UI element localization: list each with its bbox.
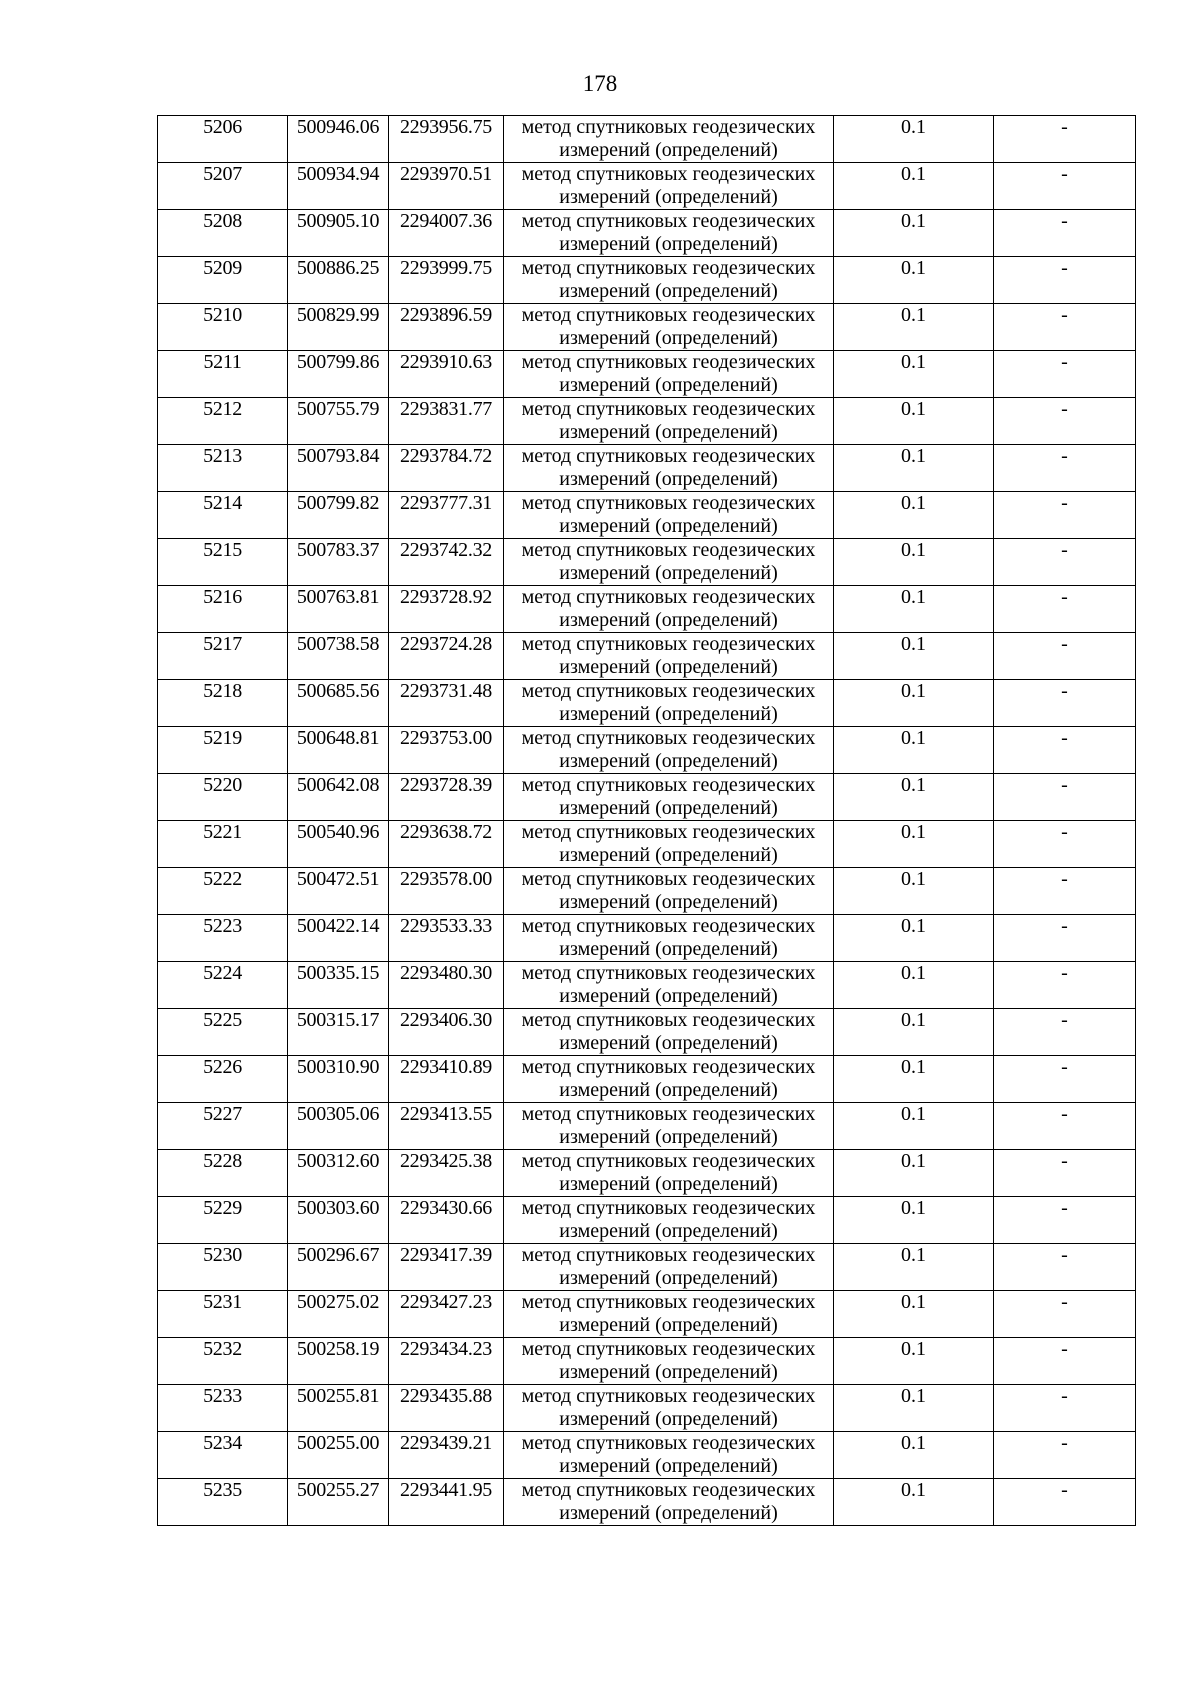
accuracy-cell: 0.1 — [834, 633, 994, 680]
table-row — [158, 868, 1136, 915]
method-cell — [504, 633, 834, 680]
x-coordinate-cell: 500312.60 — [288, 1150, 389, 1197]
table-row — [158, 492, 1136, 539]
method-line-2: измерений (определений) — [559, 562, 778, 584]
method-line-2: измерений (определений) — [559, 1173, 778, 1195]
accuracy-cell: 0.1 — [834, 398, 994, 445]
point-number-cell: 5232 — [158, 1338, 288, 1385]
table-row — [158, 257, 1136, 304]
method-line-2: измерений (определений) — [559, 1220, 778, 1242]
method-line-2: измерений (определений) — [559, 468, 778, 490]
point-number-cell: 5235 — [158, 1479, 288, 1526]
table-row — [158, 1432, 1136, 1479]
method-line-2: измерений (определений) — [559, 703, 778, 725]
y-coordinate-cell: 2293777.31 — [389, 492, 504, 539]
description-cell: - — [994, 1432, 1136, 1479]
method-line-2: измерений (определений) — [559, 1314, 778, 1336]
y-coordinate-cell: 2293753.00 — [389, 727, 504, 774]
method-cell — [504, 1150, 834, 1197]
point-number-cell: 5228 — [158, 1150, 288, 1197]
method-line-1: метод спутниковых геодезических — [521, 868, 816, 890]
description-cell: - — [994, 1385, 1136, 1432]
description-cell: - — [994, 1291, 1136, 1338]
point-number-cell: 5222 — [158, 868, 288, 915]
table-row — [158, 445, 1136, 492]
method-cell — [504, 1009, 834, 1056]
description-cell: - — [994, 680, 1136, 727]
method-line-1: метод спутниковых геодезических — [521, 1291, 816, 1313]
table-row — [158, 680, 1136, 727]
accuracy-cell: 0.1 — [834, 1103, 994, 1150]
description-cell: - — [994, 351, 1136, 398]
y-coordinate-cell: 2293441.95 — [389, 1479, 504, 1526]
table-row — [158, 1338, 1136, 1385]
y-coordinate-cell: 2293724.28 — [389, 633, 504, 680]
table-row — [158, 1056, 1136, 1103]
method-line-2: измерений (определений) — [559, 233, 778, 255]
method-line-2: измерений (определений) — [559, 1032, 778, 1054]
method-line-1: метод спутниковых геодезических — [521, 680, 816, 702]
method-line-2: измерений (определений) — [559, 750, 778, 772]
method-cell — [504, 398, 834, 445]
point-number-cell: 5206 — [158, 116, 288, 163]
x-coordinate-cell: 500799.86 — [288, 351, 389, 398]
accuracy-cell: 0.1 — [834, 1291, 994, 1338]
description-cell: - — [994, 398, 1136, 445]
accuracy-cell: 0.1 — [834, 210, 994, 257]
method-cell — [504, 915, 834, 962]
method-line-1: метод спутниковых геодезических — [521, 163, 816, 185]
accuracy-cell: 0.1 — [834, 257, 994, 304]
method-cell — [504, 539, 834, 586]
y-coordinate-cell: 2293728.39 — [389, 774, 504, 821]
y-coordinate-cell: 2293742.32 — [389, 539, 504, 586]
method-line-1: метод спутниковых геодезических — [521, 398, 816, 420]
point-number-cell: 5219 — [158, 727, 288, 774]
method-cell — [504, 492, 834, 539]
coordinates-table — [157, 115, 1136, 1526]
y-coordinate-cell: 2293731.48 — [389, 680, 504, 727]
y-coordinate-cell: 2293578.00 — [389, 868, 504, 915]
method-line-2: измерений (определений) — [559, 374, 778, 396]
method-line-1: метод спутниковых геодезических — [521, 304, 816, 326]
y-coordinate-cell: 2293728.92 — [389, 586, 504, 633]
description-cell: - — [994, 586, 1136, 633]
table-row — [158, 539, 1136, 586]
method-line-1: метод спутниковых геодезических — [521, 1338, 816, 1360]
accuracy-cell: 0.1 — [834, 1244, 994, 1291]
table-row — [158, 774, 1136, 821]
method-line-1: метод спутниковых геодезических — [521, 257, 816, 279]
accuracy-cell: 0.1 — [834, 1479, 994, 1526]
method-line-2: измерений (определений) — [559, 327, 778, 349]
y-coordinate-cell: 2293413.55 — [389, 1103, 504, 1150]
method-line-2: измерений (определений) — [559, 938, 778, 960]
accuracy-cell: 0.1 — [834, 1009, 994, 1056]
accuracy-cell: 0.1 — [834, 445, 994, 492]
method-cell — [504, 1479, 834, 1526]
method-line-2: измерений (определений) — [559, 656, 778, 678]
accuracy-cell: 0.1 — [834, 539, 994, 586]
y-coordinate-cell: 2293427.23 — [389, 1291, 504, 1338]
table-row — [158, 633, 1136, 680]
table-row — [158, 351, 1136, 398]
method-line-1: метод спутниковых геодезических — [521, 539, 816, 561]
method-cell — [504, 868, 834, 915]
method-line-1: метод спутниковых геодезических — [521, 962, 816, 984]
method-cell — [504, 821, 834, 868]
x-coordinate-cell: 500763.81 — [288, 586, 389, 633]
method-line-1: метод спутниковых геодезических — [521, 1385, 816, 1407]
point-number-cell: 5223 — [158, 915, 288, 962]
x-coordinate-cell: 500303.60 — [288, 1197, 389, 1244]
method-cell — [504, 257, 834, 304]
point-number-cell: 5217 — [158, 633, 288, 680]
y-coordinate-cell: 2293480.30 — [389, 962, 504, 1009]
method-cell — [504, 1056, 834, 1103]
method-line-2: измерений (определений) — [559, 421, 778, 443]
method-line-1: метод спутниковых геодезических — [521, 774, 816, 796]
x-coordinate-cell: 500335.15 — [288, 962, 389, 1009]
description-cell: - — [994, 163, 1136, 210]
y-coordinate-cell: 2293406.30 — [389, 1009, 504, 1056]
method-line-2: измерений (определений) — [559, 280, 778, 302]
x-coordinate-cell: 500540.96 — [288, 821, 389, 868]
method-line-1: метод спутниковых геодезических — [521, 1432, 816, 1454]
point-number-cell: 5218 — [158, 680, 288, 727]
table-row — [158, 1385, 1136, 1432]
x-coordinate-cell: 500934.94 — [288, 163, 389, 210]
description-cell: - — [994, 257, 1136, 304]
x-coordinate-cell: 500905.10 — [288, 210, 389, 257]
y-coordinate-cell: 2293910.63 — [389, 351, 504, 398]
point-number-cell: 5226 — [158, 1056, 288, 1103]
accuracy-cell: 0.1 — [834, 1385, 994, 1432]
table-row — [158, 163, 1136, 210]
table-row — [158, 915, 1136, 962]
point-number-cell: 5230 — [158, 1244, 288, 1291]
point-number-cell: 5224 — [158, 962, 288, 1009]
y-coordinate-cell: 2293956.75 — [389, 116, 504, 163]
method-cell — [504, 1244, 834, 1291]
point-number-cell: 5211 — [158, 351, 288, 398]
method-cell — [504, 1338, 834, 1385]
description-cell: - — [994, 210, 1136, 257]
method-line-2: измерений (определений) — [559, 1267, 778, 1289]
x-coordinate-cell: 500315.17 — [288, 1009, 389, 1056]
table-row — [158, 821, 1136, 868]
method-line-1: метод спутниковых геодезических — [521, 727, 816, 749]
method-cell — [504, 1291, 834, 1338]
method-line-1: метод спутниковых геодезических — [521, 1197, 816, 1219]
method-cell — [504, 210, 834, 257]
method-line-1: метод спутниковых геодезических — [521, 1150, 816, 1172]
point-number-cell: 5231 — [158, 1291, 288, 1338]
description-cell: - — [994, 1197, 1136, 1244]
x-coordinate-cell: 500472.51 — [288, 868, 389, 915]
x-coordinate-cell: 500799.82 — [288, 492, 389, 539]
point-number-cell: 5233 — [158, 1385, 288, 1432]
description-cell: - — [994, 1479, 1136, 1526]
method-line-1: метод спутниковых геодезических — [521, 1479, 816, 1501]
description-cell: - — [994, 1244, 1136, 1291]
y-coordinate-cell: 2293638.72 — [389, 821, 504, 868]
method-cell — [504, 680, 834, 727]
accuracy-cell: 0.1 — [834, 1056, 994, 1103]
method-cell — [504, 351, 834, 398]
description-cell: - — [994, 1009, 1136, 1056]
method-line-2: измерений (определений) — [559, 985, 778, 1007]
table-row — [158, 1244, 1136, 1291]
method-line-2: измерений (определений) — [559, 1455, 778, 1477]
description-cell: - — [994, 962, 1136, 1009]
table-row — [158, 1009, 1136, 1056]
point-number-cell: 5227 — [158, 1103, 288, 1150]
description-cell: - — [994, 1338, 1136, 1385]
table-row — [158, 1197, 1136, 1244]
accuracy-cell: 0.1 — [834, 163, 994, 210]
method-line-1: метод спутниковых геодезических — [521, 1103, 816, 1125]
method-line-2: измерений (определений) — [559, 139, 778, 161]
method-line-2: измерений (определений) — [559, 1126, 778, 1148]
point-number-cell: 5208 — [158, 210, 288, 257]
y-coordinate-cell: 2294007.36 — [389, 210, 504, 257]
table-row — [158, 727, 1136, 774]
accuracy-cell: 0.1 — [834, 962, 994, 1009]
accuracy-cell: 0.1 — [834, 821, 994, 868]
point-number-cell: 5213 — [158, 445, 288, 492]
x-coordinate-cell: 500255.27 — [288, 1479, 389, 1526]
point-number-cell: 5214 — [158, 492, 288, 539]
x-coordinate-cell: 500275.02 — [288, 1291, 389, 1338]
table-row — [158, 210, 1136, 257]
method-cell — [504, 1197, 834, 1244]
method-cell — [504, 727, 834, 774]
description-cell: - — [994, 633, 1136, 680]
point-number-cell: 5220 — [158, 774, 288, 821]
method-cell — [504, 1385, 834, 1432]
table-row — [158, 304, 1136, 351]
point-number-cell: 5215 — [158, 539, 288, 586]
y-coordinate-cell: 2293999.75 — [389, 257, 504, 304]
method-line-1: метод спутниковых геодезических — [521, 1244, 816, 1266]
table-row — [158, 1291, 1136, 1338]
method-line-1: метод спутниковых геодезических — [521, 586, 816, 608]
accuracy-cell: 0.1 — [834, 915, 994, 962]
method-cell — [504, 1103, 834, 1150]
y-coordinate-cell: 2293430.66 — [389, 1197, 504, 1244]
method-line-1: метод спутниковых геодезических — [521, 351, 816, 373]
x-coordinate-cell: 500642.08 — [288, 774, 389, 821]
method-cell — [504, 304, 834, 351]
point-number-cell: 5212 — [158, 398, 288, 445]
accuracy-cell: 0.1 — [834, 586, 994, 633]
accuracy-cell: 0.1 — [834, 304, 994, 351]
point-number-cell: 5207 — [158, 163, 288, 210]
table-row — [158, 1479, 1136, 1526]
coordinates-table-body — [158, 116, 1136, 1526]
method-line-1: метод спутниковых геодезических — [521, 633, 816, 655]
y-coordinate-cell: 2293425.38 — [389, 1150, 504, 1197]
method-cell — [504, 445, 834, 492]
method-line-1: метод спутниковых геодезических — [521, 445, 816, 467]
method-line-1: метод спутниковых геодезических — [521, 821, 816, 843]
accuracy-cell: 0.1 — [834, 1432, 994, 1479]
table-row — [158, 398, 1136, 445]
x-coordinate-cell: 500886.25 — [288, 257, 389, 304]
description-cell: - — [994, 821, 1136, 868]
description-cell: - — [994, 1150, 1136, 1197]
description-cell: - — [994, 492, 1136, 539]
table-row — [158, 586, 1136, 633]
x-coordinate-cell: 500738.58 — [288, 633, 389, 680]
method-cell — [504, 116, 834, 163]
method-cell — [504, 774, 834, 821]
method-line-2: измерений (определений) — [559, 1079, 778, 1101]
y-coordinate-cell: 2293533.33 — [389, 915, 504, 962]
x-coordinate-cell: 500310.90 — [288, 1056, 389, 1103]
x-coordinate-cell: 500422.14 — [288, 915, 389, 962]
x-coordinate-cell: 500946.06 — [288, 116, 389, 163]
accuracy-cell: 0.1 — [834, 351, 994, 398]
description-cell: - — [994, 304, 1136, 351]
method-line-2: измерений (определений) — [559, 515, 778, 537]
description-cell: - — [994, 1056, 1136, 1103]
x-coordinate-cell: 500783.37 — [288, 539, 389, 586]
method-line-1: метод спутниковых геодезических — [521, 492, 816, 514]
method-line-1: метод спутниковых геодезических — [521, 210, 816, 232]
method-cell — [504, 1432, 834, 1479]
y-coordinate-cell: 2293831.77 — [389, 398, 504, 445]
description-cell: - — [994, 539, 1136, 586]
accuracy-cell: 0.1 — [834, 680, 994, 727]
x-coordinate-cell: 500685.56 — [288, 680, 389, 727]
method-cell — [504, 586, 834, 633]
method-line-2: измерений (определений) — [559, 1502, 778, 1524]
y-coordinate-cell: 2293784.72 — [389, 445, 504, 492]
x-coordinate-cell: 500305.06 — [288, 1103, 389, 1150]
description-cell: - — [994, 1103, 1136, 1150]
y-coordinate-cell: 2293970.51 — [389, 163, 504, 210]
x-coordinate-cell: 500258.19 — [288, 1338, 389, 1385]
accuracy-cell: 0.1 — [834, 774, 994, 821]
point-number-cell: 5234 — [158, 1432, 288, 1479]
y-coordinate-cell: 2293435.88 — [389, 1385, 504, 1432]
point-number-cell: 5229 — [158, 1197, 288, 1244]
x-coordinate-cell: 500793.84 — [288, 445, 389, 492]
description-cell: - — [994, 445, 1136, 492]
accuracy-cell: 0.1 — [834, 1338, 994, 1385]
y-coordinate-cell: 2293896.59 — [389, 304, 504, 351]
table-row — [158, 1103, 1136, 1150]
method-line-1: метод спутниковых геодезических — [521, 915, 816, 937]
point-number-cell: 5216 — [158, 586, 288, 633]
method-line-1: метод спутниковых геодезических — [521, 1009, 816, 1031]
description-cell: - — [994, 915, 1136, 962]
method-line-2: измерений (определений) — [559, 891, 778, 913]
point-number-cell: 5210 — [158, 304, 288, 351]
method-line-1: метод спутниковых геодезических — [521, 1056, 816, 1078]
x-coordinate-cell: 500648.81 — [288, 727, 389, 774]
table-row — [158, 1150, 1136, 1197]
description-cell: - — [994, 116, 1136, 163]
description-cell: - — [994, 868, 1136, 915]
y-coordinate-cell: 2293439.21 — [389, 1432, 504, 1479]
point-number-cell: 5225 — [158, 1009, 288, 1056]
accuracy-cell: 0.1 — [834, 116, 994, 163]
method-cell — [504, 163, 834, 210]
accuracy-cell: 0.1 — [834, 868, 994, 915]
x-coordinate-cell: 500755.79 — [288, 398, 389, 445]
x-coordinate-cell: 500829.99 — [288, 304, 389, 351]
accuracy-cell: 0.1 — [834, 727, 994, 774]
accuracy-cell: 0.1 — [834, 492, 994, 539]
accuracy-cell: 0.1 — [834, 1197, 994, 1244]
point-number-cell: 5209 — [158, 257, 288, 304]
method-line-2: измерений (определений) — [559, 609, 778, 631]
x-coordinate-cell: 500255.81 — [288, 1385, 389, 1432]
x-coordinate-cell: 500296.67 — [288, 1244, 389, 1291]
method-line-2: измерений (определений) — [559, 1408, 778, 1430]
accuracy-cell: 0.1 — [834, 1150, 994, 1197]
point-number-cell: 5221 — [158, 821, 288, 868]
y-coordinate-cell: 2293417.39 — [389, 1244, 504, 1291]
method-cell — [504, 962, 834, 1009]
description-cell: - — [994, 727, 1136, 774]
x-coordinate-cell: 500255.00 — [288, 1432, 389, 1479]
method-line-2: измерений (определений) — [559, 844, 778, 866]
page-number: 178 — [582, 71, 618, 96]
method-line-1: метод спутниковых геодезических — [521, 116, 816, 138]
y-coordinate-cell: 2293410.89 — [389, 1056, 504, 1103]
method-line-2: измерений (определений) — [559, 797, 778, 819]
table-row — [158, 962, 1136, 1009]
table-row — [158, 116, 1136, 163]
method-line-2: измерений (определений) — [559, 186, 778, 208]
method-line-2: измерений (определений) — [559, 1361, 778, 1383]
y-coordinate-cell: 2293434.23 — [389, 1338, 504, 1385]
description-cell: - — [994, 774, 1136, 821]
